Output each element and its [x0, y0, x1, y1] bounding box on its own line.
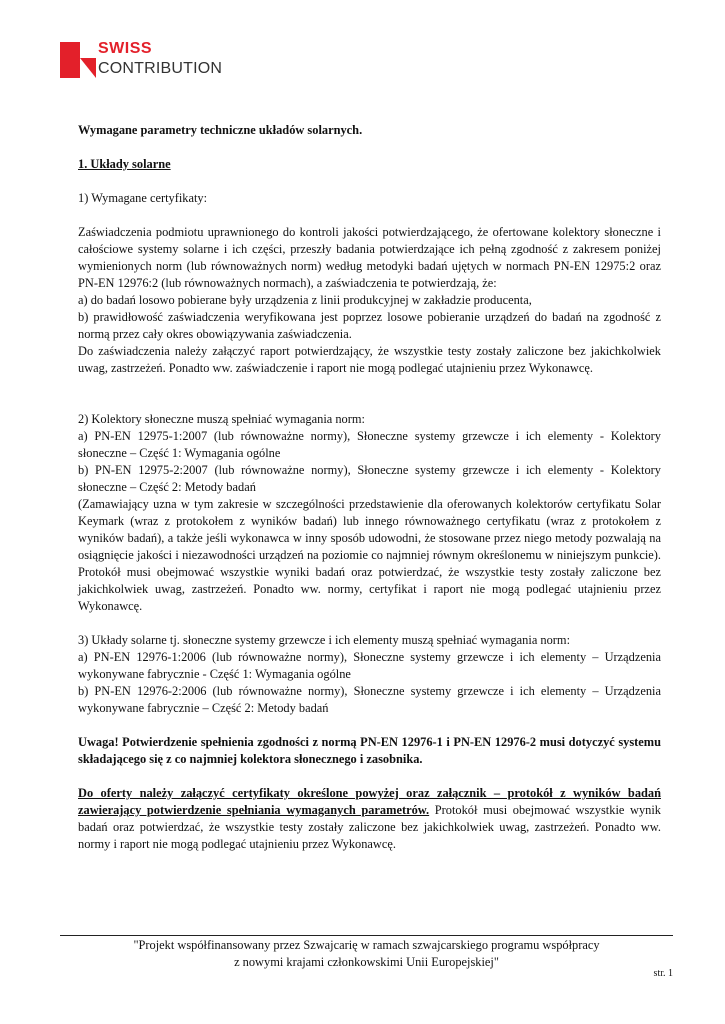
footer-line-1: "Projekt współfinansowany przez Szwajcarię w ramach szwajcarskiego programu współpracy	[133, 938, 600, 952]
list-item: a) PN-EN 12975-1:2007 (lub równoważne normy), Słoneczne systemy grzewcze i ich elementy - Kolektory słoneczne – Część 1: Wymagania ogólne	[78, 429, 661, 460]
swiss-contribution-logo	[60, 42, 240, 82]
paragraph: (Zamawiający uzna w tym zakresie w szczególności przedstawienie dla oferowanych kolektorów certyfikatu Solar Keymark (wraz z protokołem z wyników badań) lub innego równoważnego certyfikatu (wraz z protokołem z wyników badań), a także jeśli wykonawca w inny sposób udowodni, że stosowane przez niego metody pozwalają na osiągnięcie jakości i niezawodności urządzeń na poziomie co najmniej równym określonemu w niniejszym punkcie). Protokół musi obejmować wszystkie wyniki badań oraz potwierdzać, że wszystkie testy zostały zaliczone bez jakichkolwiek uwag, zastrzeżeń. Ponadto ww. normy, certyfikat i raport nie mogą podlegać utajnieniu przez Wykonawcę.	[78, 497, 661, 613]
footer-divider	[60, 935, 673, 936]
section-heading: 1. Układy solarne	[78, 157, 171, 171]
list-item: b) PN-EN 12975-2:2007 (lub równoważne normy), Słoneczne systemy grzewcze i ich elementy - Kolektory słoneczne – Część 2: Metody badań	[78, 463, 661, 494]
subsection-heading: 2) Kolektory słoneczne muszą spełniać wymagania norm:	[78, 412, 365, 426]
subsection-heading: 1) Wymagane certyfikaty:	[78, 191, 208, 205]
logo-text-contribution: CONTRIBUTION	[98, 60, 223, 77]
page-number: str. 1	[653, 968, 673, 979]
subsection-heading: 3) Układy solarne tj. słoneczne systemy grzewcze i ich elementy muszą spełniać wymagania norm:	[78, 633, 571, 647]
list-item: b) prawidłowość zaświadczenia weryfikowana jest poprzez losowe pobieranie urządzeń do badań na zgodność z normą przez cały okres obowiązywania zaświadczenia.	[78, 310, 661, 341]
list-item: a) do badań losowo pobierane były urządzenia z linii produkcyjnej w zakładzie producenta,	[78, 293, 532, 307]
paragraph: Do zaświadczenia należy załączyć raport potwierdzający, że wszystkie testy zostały zaliczone bez jakichkolwiek uwag, zastrzeżeń. Ponadto ww. zaświadczenie i raport nie mogą podlegać utajnieniu przez Wykonawcę.	[78, 344, 661, 375]
paragraph: Zaświadczenia podmiotu uprawnionego do kontroli jakości potwierdzającego, że ofertowane kolektory słoneczne i całościowe systemy solarne i ich części, przeszły badania potwierdzające ich pełną zgodność z zakresem poniżej wymienionych norm (lub równoważnych norm) według metodyki badań ujętych w normach PN-EN 12975:2 oraz PN-EN 12976:2 (lub równoważnych normach), a zaświadczenia te potwierdzają, że:	[78, 225, 661, 290]
logo-text-swiss: SWISS	[98, 40, 153, 57]
document-title: Wymagane parametry techniczne układów solarnych.	[78, 123, 363, 137]
final-paragraph	[78, 785, 661, 853]
footer	[60, 937, 673, 971]
final-details: Protokół musi obejmować wszystkie wynik badań oraz potwierdzać, że wszystkie testy zostały zaliczone bez jakichkolwiek uwag, zastrzeżeń. Ponadto ww. normy i raport nie mogą podlegać utajnieniu przez Wykonawcę.	[78, 803, 661, 851]
warning-note: Uwaga! Potwierdzenie spełnienia zgodności z normą PN-EN 12976-1 i PN-EN 12976-2 musi dotyczyć systemu składającego się z co najmniej kolektora słonecznego i zasobnika.	[78, 735, 661, 766]
document-body	[78, 122, 661, 853]
logo-mark-icon	[60, 42, 96, 78]
footer-line-2: z nowymi krajami członkowskimi Unii Europejskiej"	[234, 955, 499, 969]
list-item: a) PN-EN 12976-1:2006 (lub równoważne normy), Słoneczne systemy grzewcze i ich elementy – Urządzenia wykonywane fabrycznie - Część 1: Wymagania ogólne	[78, 650, 661, 681]
list-item: b) PN-EN 12976-2:2006 (lub równoważne normy), Słoneczne systemy grzewcze i ich elementy – Urządzenia wykonywane fabrycznie – Część 2: Metody badań	[78, 684, 661, 715]
final-requirement: Do oferty należy załączyć certyfikaty określone powyżej oraz załącznik – protokół z wyników badań zawierający potwierdzenie spełniania wymaganych parametrów.	[78, 786, 661, 817]
